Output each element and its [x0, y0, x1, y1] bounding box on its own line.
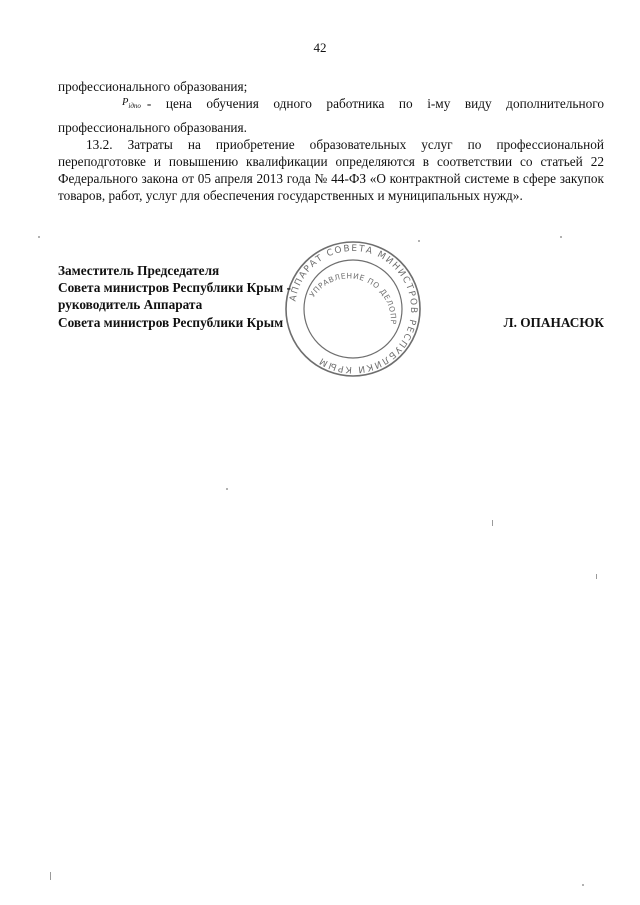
scan-speck: [560, 236, 562, 238]
paragraph-variable-definition: [58, 95, 604, 136]
scan-speck: [582, 884, 584, 886]
scan-speck: [226, 488, 228, 490]
scan-speck: [50, 872, 51, 880]
paragraph-continuation: профессионального образования;: [58, 79, 248, 94]
stamp-inner-text: УПРАВЛЕНИЕ ПО ДЕЛОПРОИЗВОДСТВУ: [307, 271, 398, 325]
scan-speck: [492, 520, 493, 526]
variable-definition-text: - цена обучения одного работника по i-му виду дополнительного профессионального образования.: [58, 96, 604, 135]
signer-name: Л. ОПАНАСЮК: [503, 315, 604, 330]
signature-title-line-2: Совета министров Республики Крым -: [58, 280, 291, 296]
scan-speck: [418, 240, 420, 242]
page-number: 42: [313, 40, 327, 55]
formula-variable-letter: P: [122, 97, 129, 109]
scan-speck: [38, 236, 40, 238]
paragraph-clause-13-2: 13.2. Затраты на приобретение образовательных услуг по профессиональной переподготовке и повышению квалификации определяются в соответствии со статьей 22 Федерального закона от 05 апреля 2013 года № 44-ФЗ «О контрактной системе в сфере закупок товаров, работ, услуг для обеспечения государственных и муниципальных нужд».: [58, 136, 604, 204]
signature-title-line-4: Совета министров Республики Крым: [58, 314, 284, 330]
formula-variable: [90, 94, 141, 115]
stamp-outer-text: АППАРАТ СОВЕТА МИНИСТРОВ РЕСПУБЛИКИ КРЫМ: [288, 243, 419, 375]
signature-title-line-1: Заместитель Председателя: [58, 263, 220, 278]
signature-title-line-3: руководитель Аппарата: [58, 297, 203, 313]
document-body: [58, 78, 604, 205]
formula-variable-subscript: iдпо: [128, 102, 141, 111]
scan-speck: [596, 574, 597, 579]
